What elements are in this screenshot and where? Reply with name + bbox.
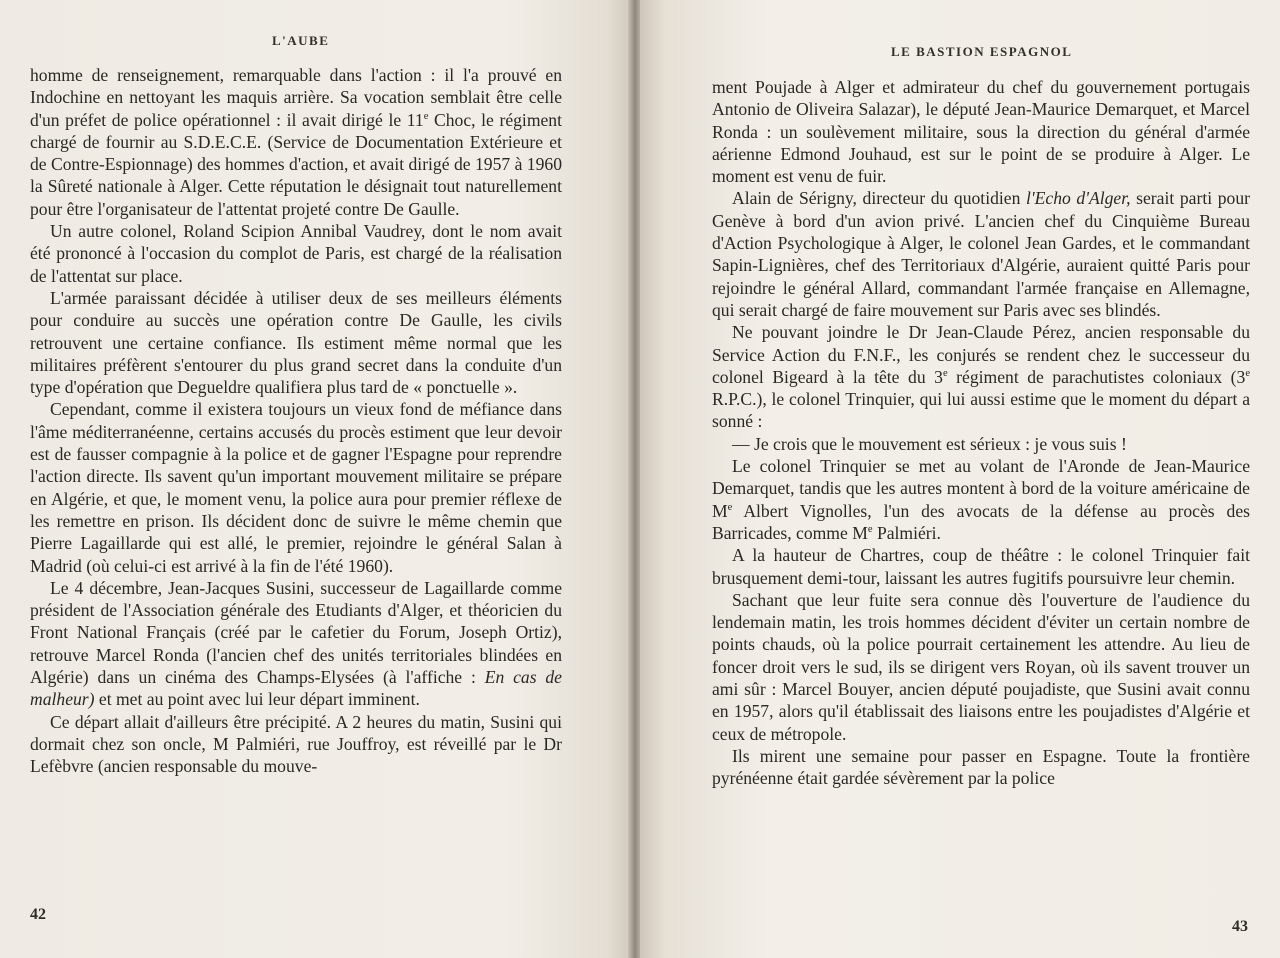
text-run: Alain de Sérigny, directeur du quotidien bbox=[732, 188, 1026, 209]
text-run: et met au point avec lui leur départ imminent. bbox=[94, 689, 420, 710]
text-run: Ce départ allait d'ailleurs être précipité. A 2 heures du matin, Susini qui dormait chez son oncle, M Palmiéri, rue Jouffroy, est réveillé par le Dr Lefèbvre (ancien responsable du mouve- bbox=[30, 711, 562, 777]
text-run: A la hauteur de Chartres, coup de théâtre : le colonel Trinquier fait brusquement demi-tour, laissant les autres fugitifs poursuivre leur chemin. bbox=[712, 545, 1250, 588]
text-run: Ils mirent une semaine pour passer en Espagne. Toute la frontière pyrénéenne était gardée sévèrement par la police bbox=[712, 745, 1250, 789]
text-run: Le colonel Trinquier se met au volant de l'Aronde de Jean-Maurice Demarquet, tandis que les autres montent à bord de la voiture américaine de M bbox=[712, 456, 1250, 521]
superscript: e bbox=[867, 524, 873, 536]
superscript: e bbox=[727, 501, 733, 513]
paragraph bbox=[30, 711, 562, 778]
text-run: Choc, le régiment chargé de fournir au S.D.E.C.E. (Service de Documentation Extérieure et de Contre-Espionnage) des hommes d'action, et avait dirigé de 1957 à 1960 la Sûreté nationale à Alger. Cette réputation le désignait tout naturellement pour être l'organisateur de l'attentat projeté contre De Gaulle. bbox=[30, 109, 562, 219]
left-page bbox=[0, 0, 632, 958]
paragraph bbox=[30, 577, 562, 711]
paragraph bbox=[30, 287, 562, 398]
superscript: e bbox=[423, 110, 429, 122]
body-text bbox=[30, 64, 562, 778]
page-number: 42 bbox=[30, 906, 46, 923]
text-run: homme de renseignement, remarquable dans l'action : il l'a prouvé en Indochine en nettoyant les maquis arrière. Sa vocation semblait être celle d'un préfet de police opérationnel : il avait dirigé le 11 bbox=[30, 65, 562, 130]
text-run: Un autre colonel, Roland Scipion Annibal Vaudrey, dont le nom avait été prononcé à l'occasion du complot de Paris, est chargé de la réalisation de l'attentat sur place. bbox=[30, 221, 562, 286]
paragraph bbox=[30, 398, 562, 576]
text-run: régiment de parachutistes coloniaux (3 bbox=[947, 366, 1246, 387]
text-run: Albert Vignolles, l'un des avocats de la défense au procès des Barricades, comme M bbox=[712, 500, 1250, 543]
paragraph bbox=[712, 433, 1250, 455]
italic-text: En cas de malheur) bbox=[30, 667, 562, 710]
text-run: R.P.C.), le colonel Trinquier, qui lui aussi estime que le moment du départ a sonné : bbox=[712, 389, 1250, 432]
text-run: Sachant que leur fuite sera connue dès l'ouverture de l'audience du lendemain matin, les trois hommes décident d'éviter un certain nombre de points chauds, où la police pourrait certainement les attendre. Au lieu de foncer droit vers le sud, ils se dirigent vers Royan, où ils savent trouver un ami sûr : Marcel Bouyer, ancien député poujadiste, que Susini avait connu en 1957, alors qu'il établissait des liaisons entre les poujadistes d'Algérie et ceux de métropole. bbox=[712, 589, 1250, 744]
text-run: ment Poujade à Alger et admirateur du chef du gouvernement portugais Antonio de Oliveira Salazar), le député Jean-Maurice Demarquet, et Marcel Ronda : un soulèvement militaire, sous la direction du général d'armée aérienne Edmond Jouhaud, est sur le point de se produire à Alger. Le moment est venu de fuir. bbox=[712, 77, 1250, 187]
text-run: Cependant, comme il existera toujours un vieux fond de méfiance dans l'âme méditerranéenne, certains accusés du procès estiment que leur devoir est de fausser compagnie à la police et de gagner l'Espagne pour reprendre l'action directe. Ils savent qu'un important mouvement militaire se prépare en Algérie, et que, le moment venu, la police aura pour premier réflexe de les remettre en prison. Ils décident donc de suivre le même chemin que Pierre Lagaillarde qui est allé, le premier, rejoindre le général Salan à Madrid (où celui-ci est arrivé à la fin de l'été 1960). bbox=[30, 399, 562, 576]
text-run: — Je crois que le mouvement est sérieux : je vous suis ! bbox=[732, 433, 1127, 454]
text-run: L'armée paraissant décidée à utiliser deux de ses meilleurs éléments pour conduire au succès une opération contre De Gaulle, les civils retrouvent une certaine confiance. Ils estiment même normal que les militaires préfèrent s'entourer du plus grand secret dans la conduite d'un type d'opération que Degueldre qualifiera plus tard de « ponctuelle ». bbox=[30, 287, 562, 398]
text-run: Palmiéri. bbox=[872, 522, 941, 543]
body-text bbox=[712, 76, 1250, 790]
text-run: serait parti pour Genève à bord d'un avion privé. L'ancien chef du Cinquième Bureau d'Action Psychologique à Alger, le colonel Jean Gardes, et le commandant Sapin-Lignières, chef des Territoriaux d'Algérie, auraient quitté Paris pour rejoindre le général Allard, commandant l'armée française en Allemagne, qui serait chargé de faire mouvement sur Paris avec ses blindés. bbox=[712, 188, 1250, 320]
text-run: Le 4 décembre, Jean-Jacques Susini, successeur de Lagaillarde comme président de l'Association générale des Etudiants d'Alger, et théoricien du Front National Français (créé par le cafetier du Forum, Joseph Ortiz), retrouve Marcel Ronda (l'ancien chef des unités territoriales blindées en Algérie) dans un cinéma des Champs-Elysées (à l'affiche : bbox=[30, 577, 562, 688]
paragraph bbox=[30, 220, 562, 287]
paragraph bbox=[712, 187, 1250, 321]
italic-text: l'Echo d'Alger, bbox=[1026, 188, 1131, 209]
paragraph bbox=[712, 544, 1250, 589]
text-run: Ne pouvant joindre le Dr Jean-Claude Pérez, ancien responsable du Service Action du F.N.F., les conjurés se rendent chez le successeur du colonel Bigeard à la tête du 3 bbox=[712, 322, 1250, 387]
page-number: 43 bbox=[1232, 918, 1248, 935]
running-head: L'AUBE bbox=[272, 33, 330, 48]
paragraph bbox=[712, 745, 1250, 790]
superscript: e bbox=[942, 368, 948, 379]
paragraph bbox=[712, 321, 1250, 432]
paragraph bbox=[712, 76, 1250, 187]
right-page bbox=[640, 0, 1280, 958]
running-head: LE BASTION ESPAGNOL bbox=[891, 44, 1073, 59]
superscript: e bbox=[1245, 368, 1250, 379]
paragraph bbox=[712, 589, 1250, 745]
paragraph bbox=[30, 64, 562, 220]
paragraph bbox=[712, 455, 1250, 544]
